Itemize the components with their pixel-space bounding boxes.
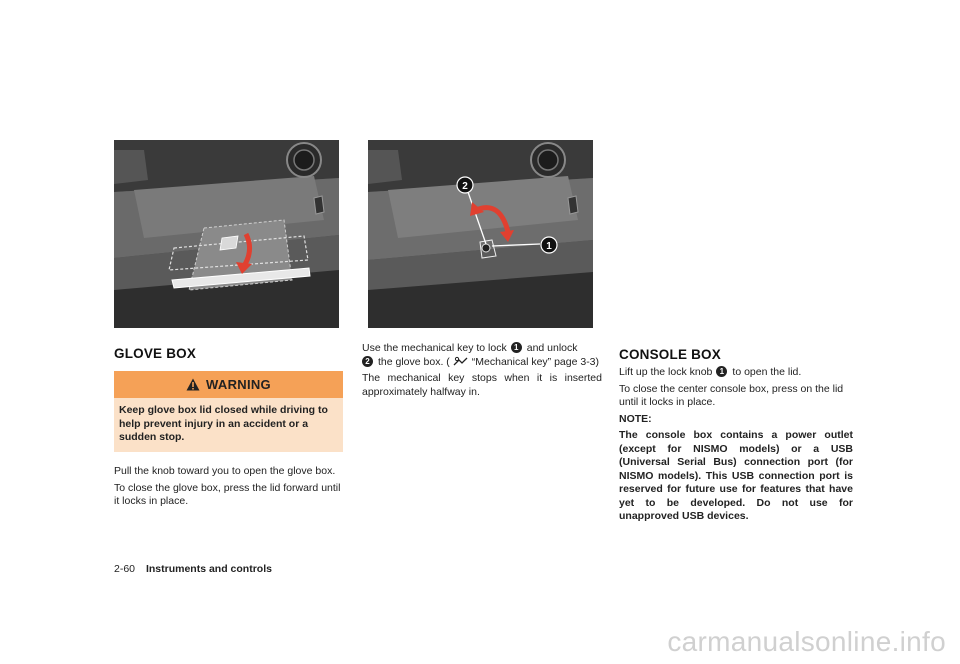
svg-text:1: 1 <box>546 241 552 252</box>
marker-1: 1 <box>511 342 522 353</box>
console-open-text: Lift up the lock knob 1 to open the lid. <box>619 366 802 378</box>
warning-box <box>114 371 343 452</box>
mechanical-key-instructions <box>362 342 602 402</box>
page-footer <box>114 563 272 575</box>
warning-label: WARNING <box>206 377 271 392</box>
note-label: NOTE: <box>619 412 652 425</box>
glove-close-text: To close the glove box, press the lid forward until it locks in place. <box>114 481 341 507</box>
marker-1: 1 <box>716 366 727 377</box>
warning-text: Keep glove box lid closed while driving to help prevent injury in an accident or a sudden stop. <box>119 404 328 443</box>
section-name: Instruments and controls <box>145 563 272 575</box>
page-reference-icon <box>453 356 469 367</box>
marker-2: 2 <box>362 356 373 367</box>
glove-box-open-illustration <box>114 140 339 328</box>
glove-box-heading: GLOVE BOX <box>114 346 197 361</box>
warning-header <box>114 371 343 398</box>
warning-icon <box>186 378 200 391</box>
glove-box-lock-illustration <box>368 140 593 328</box>
glove-box-instructions <box>114 465 346 512</box>
console-box-instructions <box>619 366 853 527</box>
callout-2-marker <box>457 177 473 193</box>
svg-text:2: 2 <box>462 181 468 192</box>
console-close-text: To close the center console box, press on the lid until it locks in place. <box>619 382 844 408</box>
mechanical-key-lock-text: Use the mechanical key to lock 1 and unlock 2 the glove box. ( “Mechanical key” page 3-3) <box>362 342 600 368</box>
page-number: 2-60 <box>114 563 136 575</box>
watermark: carmanualsonline.info <box>667 626 946 657</box>
callout-1-marker <box>541 237 557 253</box>
note-text: The console box contains a power outlet (except for NISMO models) or a USB (Universal Serial Bus) connection port (for NISMO models). This USB connection port is reserved for future use for features that have yet to be developed. Do not use for unapproved USB devices. <box>619 429 853 522</box>
glove-open-text: Pull the knob toward you to open the glove box. <box>114 465 336 477</box>
mechanical-key-stops-text: The mechanical key stops when it is inserted approximately halfway in. <box>362 372 602 398</box>
console-box-heading: CONSOLE BOX <box>619 347 721 362</box>
